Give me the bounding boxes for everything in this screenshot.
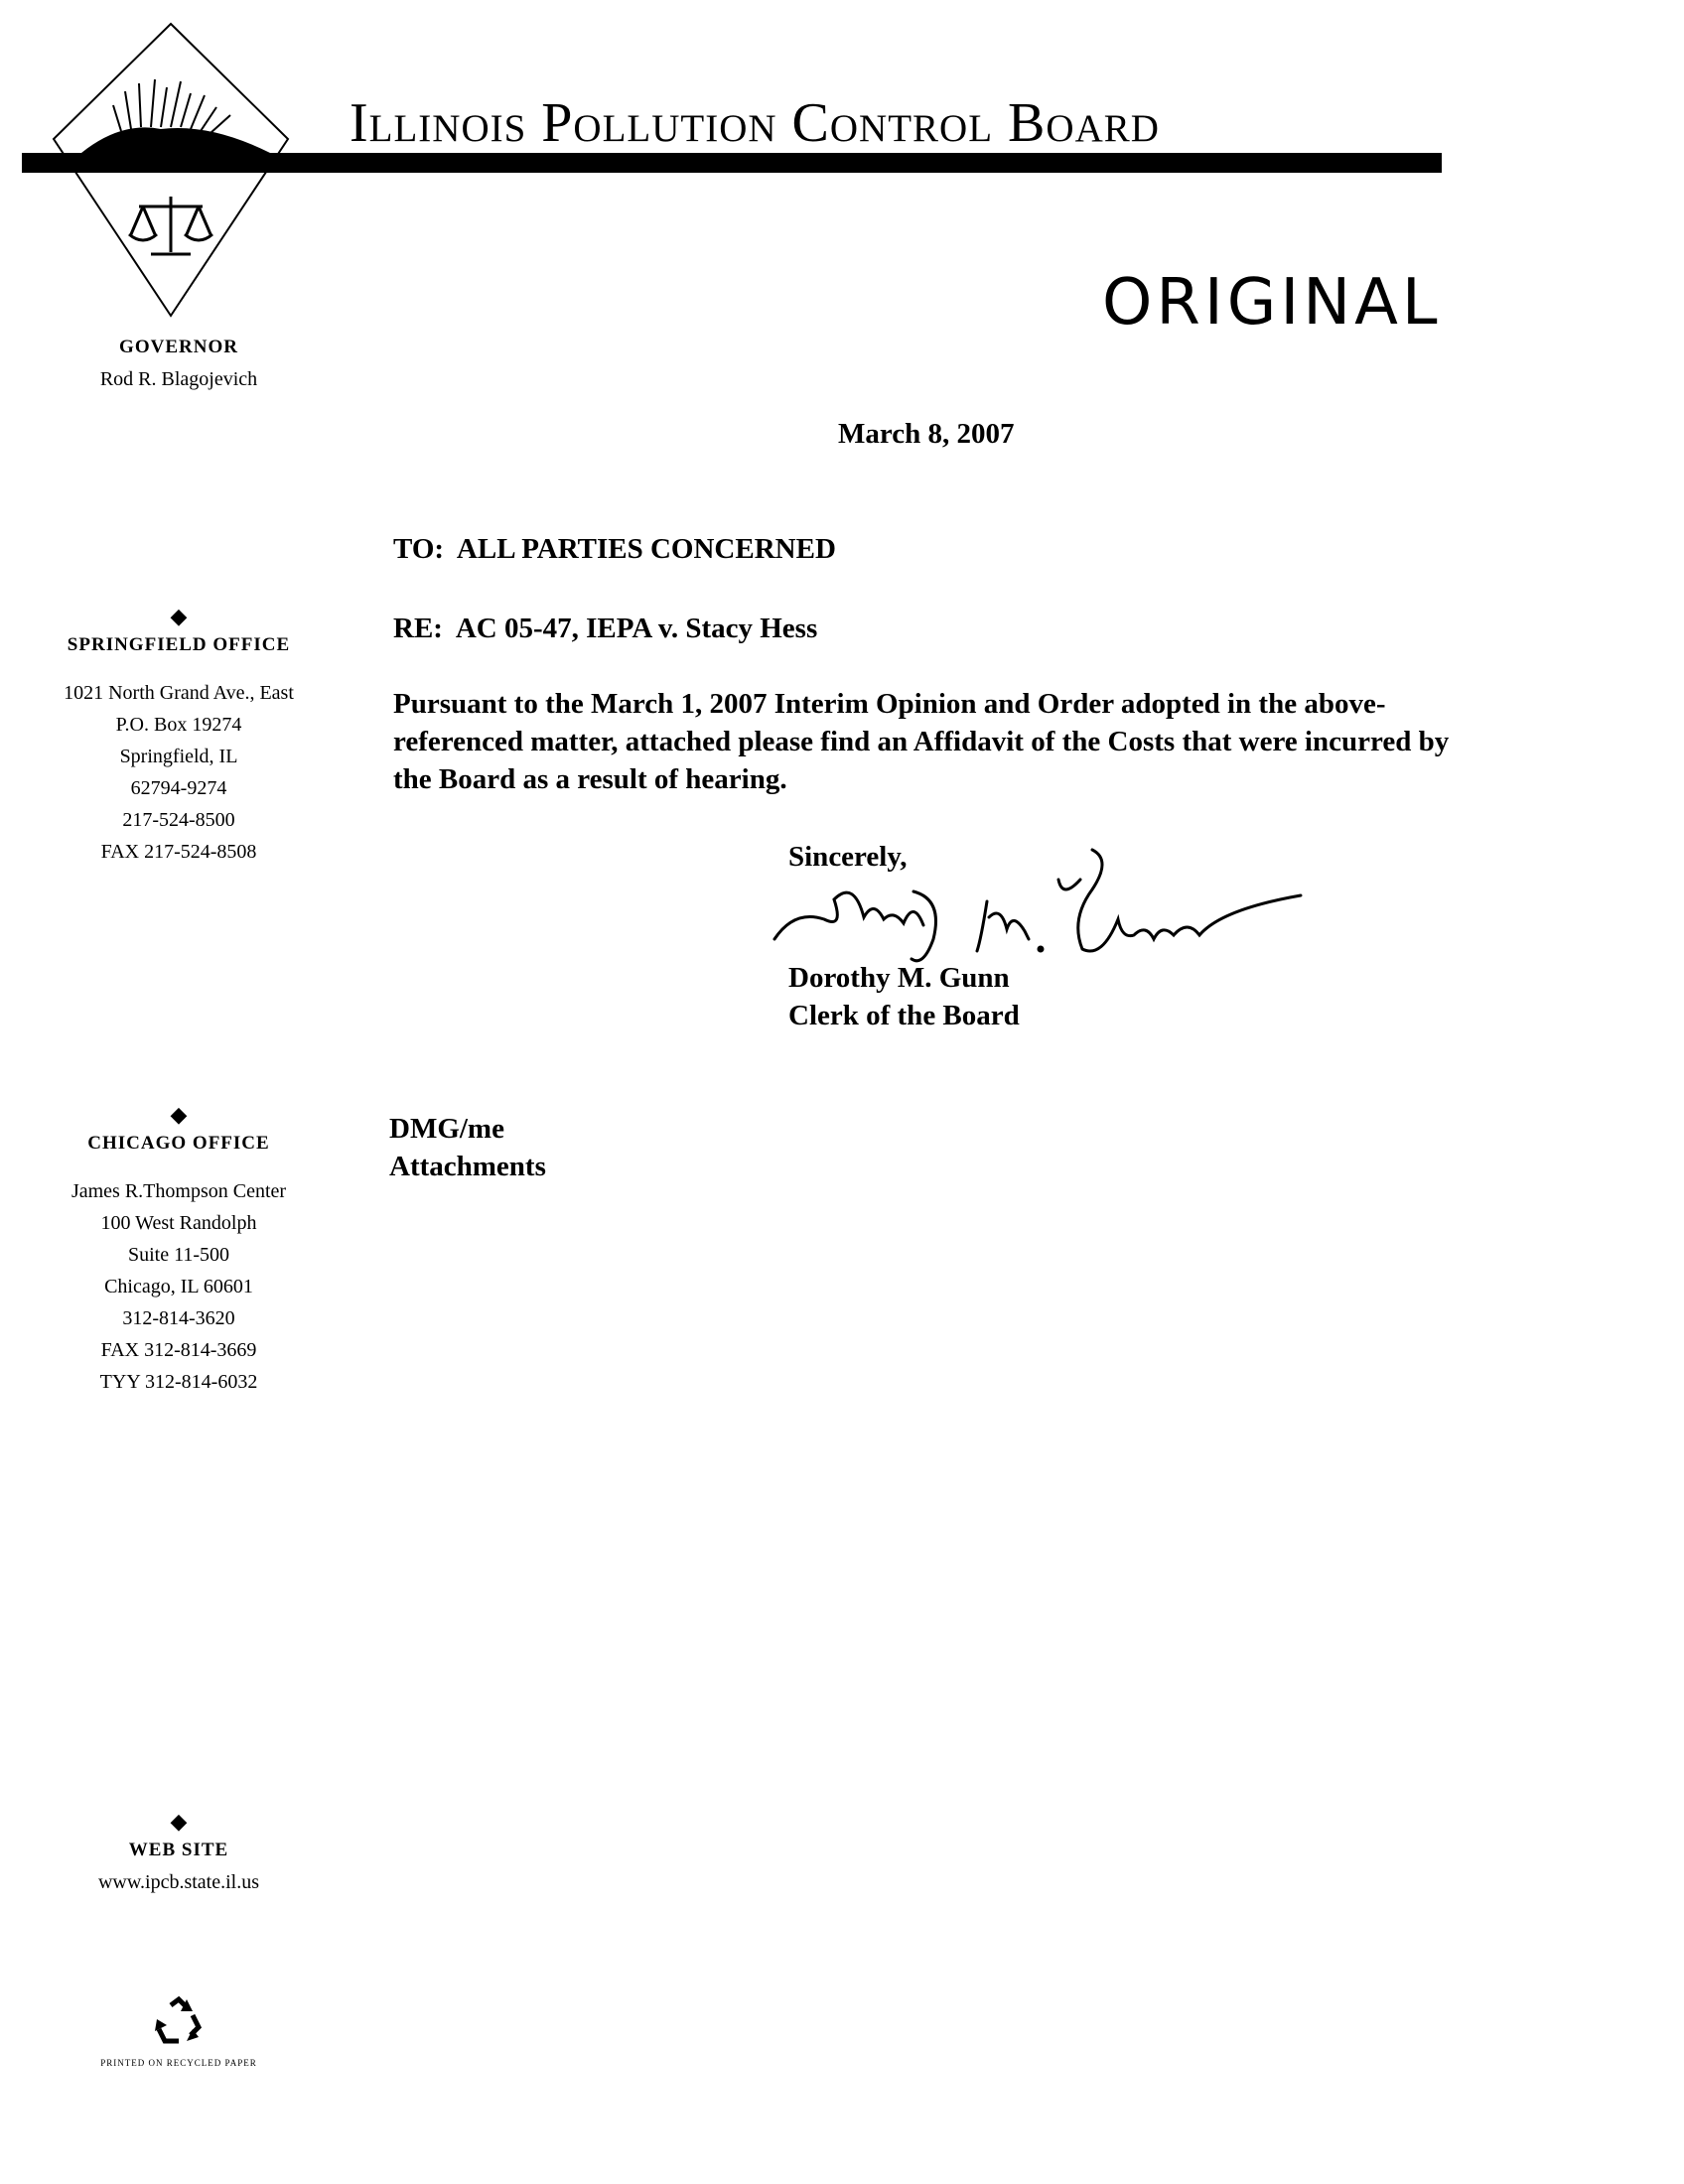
springfield-address-line: P.O. Box 19274 [115, 714, 242, 736]
attachments-note: Attachments [389, 1151, 546, 1182]
board-name: Illinois Pollution Control Board [350, 92, 1160, 154]
recycle-block [40, 1995, 318, 2069]
diamond-bullet-icon: ◆ [170, 1102, 188, 1127]
chicago-address-line: James R.Thompson Center [70, 1180, 287, 1202]
letter-date: March 8, 2007 [838, 418, 1015, 450]
chicago-address-line: 100 West Randolph [100, 1212, 257, 1234]
springfield-address-line: 1021 North Grand Ave., East [64, 682, 294, 704]
chicago-address-line: Suite 11-500 [127, 1244, 230, 1266]
diamond-bullet-icon: ◆ [170, 1809, 188, 1834]
recycle-icon [153, 1995, 205, 2047]
website-url: www.ipcb.state.il.us [97, 1871, 259, 1893]
header-rule [22, 153, 1442, 173]
recycle-note: PRINTED ON RECYCLED PAPER [100, 2058, 257, 2068]
website-heading: WEB SITE [128, 1840, 229, 1860]
springfield-address-line: Springfield, IL [119, 746, 238, 767]
springfield-office-block [40, 604, 318, 868]
springfield-phone: 217-524-8500 [122, 809, 235, 831]
signer-title: Clerk of the Board [788, 1000, 1020, 1031]
governor-block [40, 332, 318, 395]
springfield-fax: FAX 217-524-8508 [100, 841, 257, 863]
governor-heading: GOVERNOR [119, 337, 238, 357]
to-line: TO: ALL PARTIES CONCERNED [393, 533, 836, 565]
reference-initials: DMG/me [389, 1113, 504, 1145]
chicago-office-block [40, 1102, 318, 1398]
handwritten-signature [765, 840, 1321, 979]
website-block [40, 1809, 318, 1898]
diamond-bullet-icon: ◆ [170, 604, 188, 628]
re-line: RE: AC 05-47, IEPA v. Stacy Hess [393, 613, 818, 644]
chicago-phone: 312-814-3620 [122, 1307, 235, 1329]
chicago-address-line: Chicago, IL 60601 [104, 1276, 253, 1297]
governor-name: Rod R. Blagojevich [99, 368, 258, 390]
closing: Sincerely, [788, 841, 908, 873]
signer-name: Dorothy M. Gunn [788, 962, 1010, 994]
chicago-fax: FAX 312-814-3669 [100, 1339, 257, 1361]
chicago-tty: TYY 312-814-6032 [99, 1371, 258, 1393]
original-stamp: ORIGINAL [1102, 266, 1442, 340]
springfield-address-line: 62794-9274 [130, 777, 227, 799]
springfield-heading: SPRINGFIELD OFFICE [67, 634, 291, 655]
chicago-heading: CHICAGO OFFICE [87, 1133, 270, 1154]
body-paragraph: Pursuant to the March 1, 2007 Interim Opinion and Order adopted in the above-referenced matter, attached please find an Affidavit of the Costs that were incurred by the Board as a result of hearing. [393, 688, 1450, 795]
